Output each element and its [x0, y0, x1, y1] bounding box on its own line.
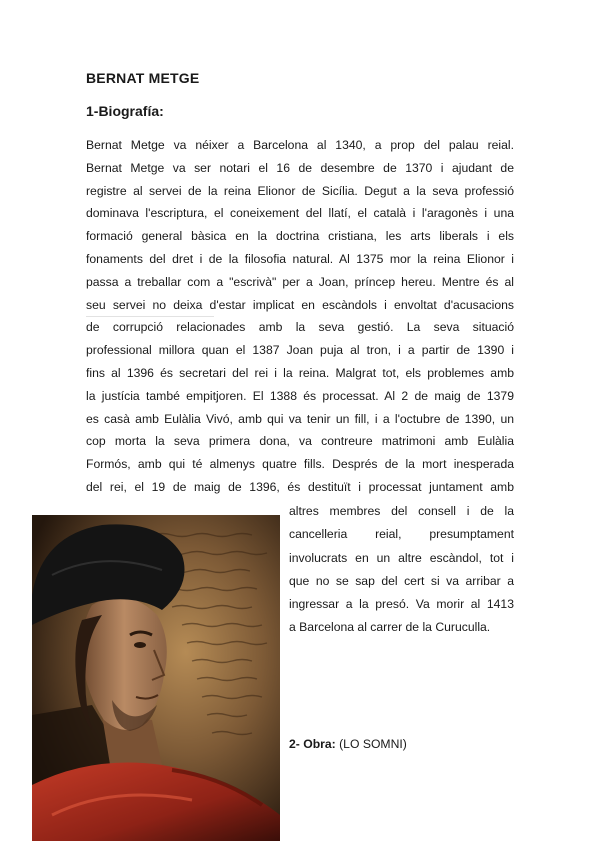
text-line: de corrupció relacionades amb la seva gestió. La seva situació [86, 320, 514, 335]
text-line: seu servei no deixa d'estar implicat en escàndols i envoltat d'acusacions [86, 297, 514, 312]
text-line: Bernat Metge va néixer a Barcelona al 1340, a prop del palau reial. [86, 138, 514, 152]
section-obra-label: 2- Obra: [289, 737, 336, 751]
text-line: registre al servei de la reina Elionor de Sicília. Degut a la seva professió [86, 183, 514, 198]
text-line: cop morta la seva primera dona, va contreure matrimoni amb Eulàlia [86, 434, 514, 449]
text-line: es casà amb Eulàlia Vivó, amb qui va tenir un fill, i a l'octubre de 1390, un [86, 411, 514, 426]
text-line: Formós, amb qui té almenys quatre fills. Després de la mort inesperada [86, 457, 514, 472]
text-line: involucrats en un altre escàndol, tot i [289, 550, 514, 565]
portrait-image [32, 515, 280, 841]
section-obra [289, 737, 407, 751]
text-line: cancelleria reial, presumptament [289, 527, 514, 542]
text-line: la justícia també empitjoren. El 1388 és processat. Al 2 de maig de 1379 [86, 388, 514, 403]
text-line: a Barcelona al carrer de la Curuculla. [289, 620, 491, 635]
biography-continuation [289, 500, 514, 640]
text-line: fonaments del dret i de la filosofia natural. Al 1375 mor la reina Elionor i [86, 251, 514, 266]
text-line: altres membres del consell i de la [289, 504, 514, 518]
text-line: ingressar a la presó. Va morir al 1413 [289, 597, 514, 612]
text-line: Bernat Metge va ser notari el 16 de desembre de 1370 i ajudant de [86, 160, 514, 175]
text-line: professional millora quan el 1387 Joan puja al tron, i a partir de 1390 i [86, 343, 514, 358]
text-line: fins al 1396 és secretari del rei i la reina. Malgrat tot, els problemes amb [86, 365, 514, 380]
text-line: que no se sap del cert si va arribar a [289, 573, 514, 588]
text-line: del rei, el 19 de maig de 1396, és destituït i processat juntament amb [86, 479, 514, 494]
section-heading-biografia: 1-Biografía: [86, 103, 164, 119]
text-line: dominava l'escriptura, el coneixement del llatí, el català i l'aragonès i una [86, 206, 514, 221]
divider [86, 316, 214, 317]
document-title: BERNAT METGE [86, 70, 200, 86]
text-line: passa a treballar com a "escrivà" per a Joan, príncep hereu. Mentre és al [86, 274, 514, 289]
text-line: formació general bàsica en la doctrina cristiana, les arts liberals i els [86, 229, 514, 244]
section-obra-value: (LO SOMNI) [339, 737, 407, 751]
